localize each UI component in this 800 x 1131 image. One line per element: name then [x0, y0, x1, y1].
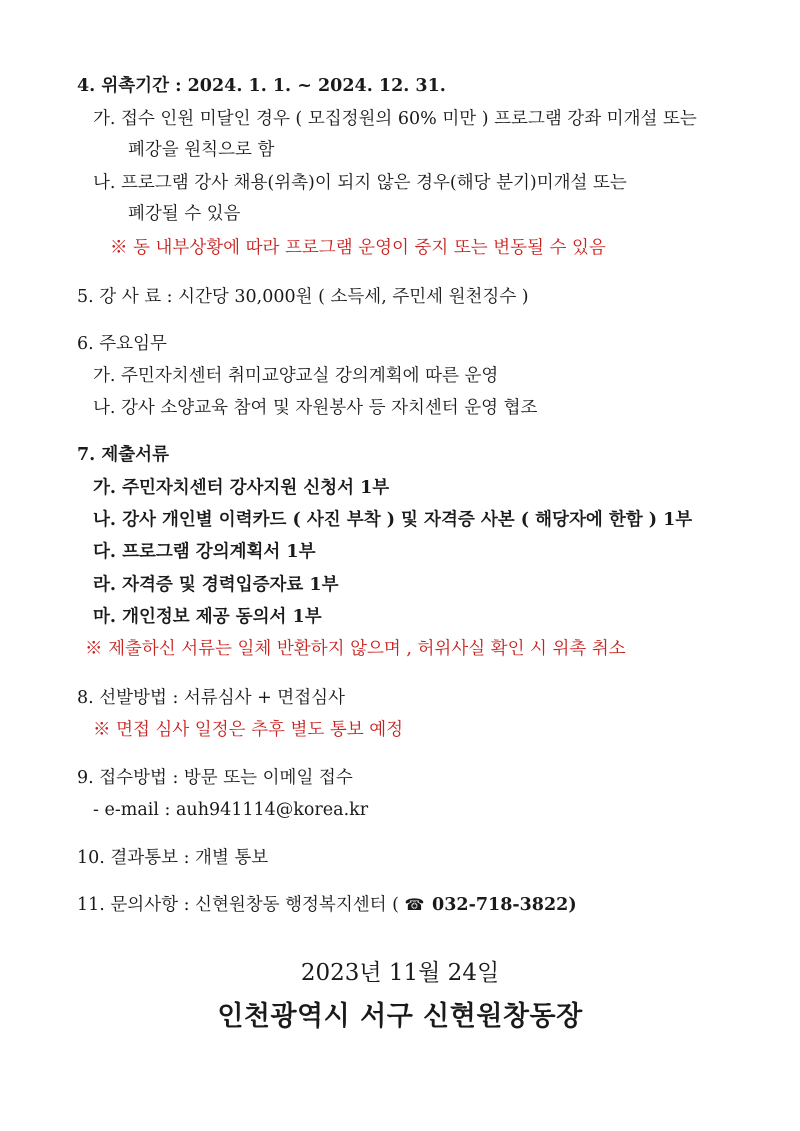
section-7-item-e: 마. 개인정보 제공 동의서 1부 — [93, 607, 322, 627]
section-6-title: 6. 주요임무 — [77, 334, 167, 354]
section-7-item-a: 가. 주민자치센터 강사지원 신청서 1부 — [93, 478, 390, 498]
section-7-item-b: 나. 강사 개인별 이력카드 ( 사진 부착 ) 및 자격증 사본 ( 해당자에 한함 ) 1부 — [93, 510, 693, 530]
section-7-note: ※ 제출하신 서류는 일체 반환하지 않으며 , 허위사실 확인 시 위촉 취소 — [85, 639, 626, 659]
document-date: 2023년 11월 24일 — [300, 960, 500, 986]
section-4-item-b-line2: 폐강될 수 있음 — [128, 204, 241, 224]
section-4-note: ※ 동 내부상황에 따라 프로그램 운영이 중지 또는 변동될 수 있음 — [110, 238, 606, 258]
section-5-title: 5. 강 사 료 : 시간당 30,000원 ( 소득세, 주민세 원천징수 ) — [77, 287, 529, 307]
section-6-item-b: 나. 강사 소양교육 참여 및 자원봉사 등 자치센터 운영 협조 — [93, 398, 538, 418]
section-10-title: 10. 결과통보 : 개별 통보 — [77, 848, 269, 868]
section-6-item-a: 가. 주민자치센터 취미교양교실 강의계획에 따른 운영 — [93, 366, 499, 386]
section-11-title: 11. 문의사항 : 신현원창동 행정복지센터 ( — [77, 895, 399, 915]
section-8-title: 8. 선발방법 : 서류심사 + 면접심사 — [77, 688, 345, 708]
phone-icon: ☎ — [404, 895, 425, 914]
section-7-item-d: 라. 자격증 및 경력입증자료 1부 — [93, 575, 339, 595]
section-4-item-a-line1: 가. 접수 인원 미달인 경우 ( 모집정원의 60% 미만 ) 프로그램 강좌 미개설 또는 — [93, 109, 697, 129]
section-11-phone: 032-718-3822) — [432, 895, 577, 915]
issuer-name: 인천광역시 서구 신현원창동장 — [217, 1001, 583, 1032]
section-7-item-c: 다. 프로그램 강의계획서 1부 — [93, 542, 316, 562]
section-11-line — [77, 893, 577, 917]
section-9-email: - e-mail : auh941114@korea.kr — [93, 800, 369, 820]
section-8-note: ※ 면접 심사 일정은 추후 별도 통보 예정 — [93, 720, 404, 740]
section-7-title: 7. 제출서류 — [77, 445, 169, 465]
section-4-item-a-line2: 폐강을 원칙으로 함 — [128, 140, 275, 160]
section-4-item-b-line1: 나. 프로그램 강사 채용(위촉)이 되지 않은 경우(해당 분기)미개설 또는 — [93, 173, 627, 193]
section-4-title: 4. 위촉기간 : 2024. 1. 1. ~ 2024. 12. 31. — [77, 76, 446, 96]
section-9-title: 9. 접수방법 : 방문 또는 이메일 접수 — [77, 768, 353, 788]
